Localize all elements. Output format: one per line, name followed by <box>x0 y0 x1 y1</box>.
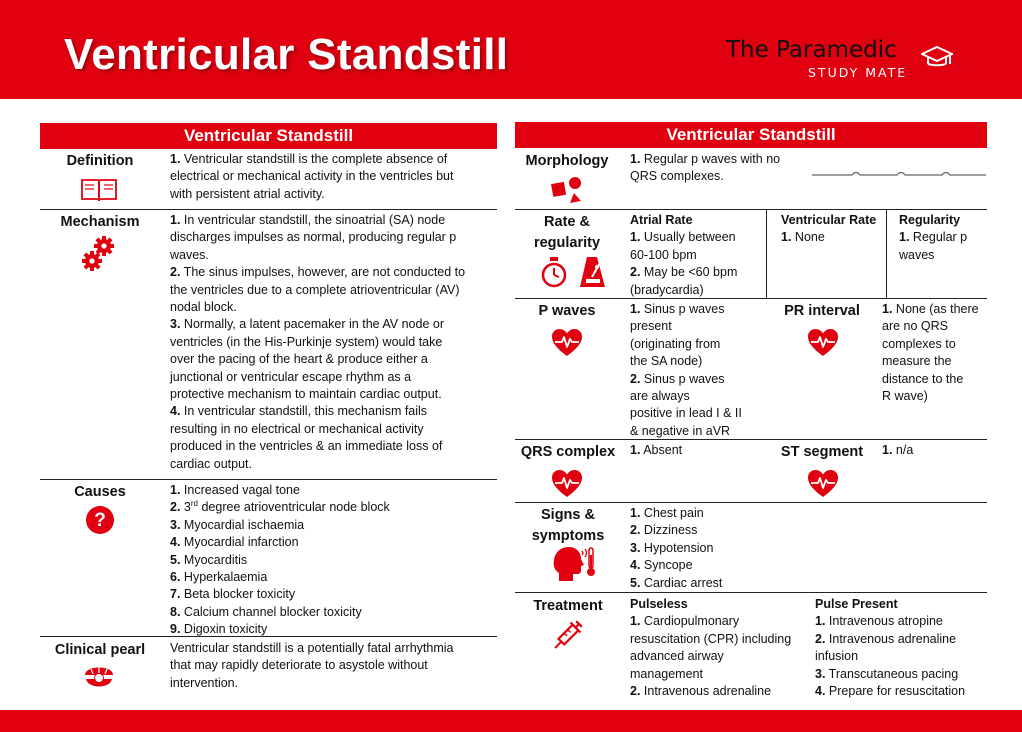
pulseless-line: advanced airway <box>630 649 724 664</box>
atrial-rate <box>630 212 770 299</box>
list-item: 2. 3rd degree atrioventricular node block <box>170 499 390 515</box>
mechanism-line: nodal block. <box>170 300 237 315</box>
pulse-present-title: Pulse Present <box>815 597 898 611</box>
morphology-text <box>630 151 795 186</box>
right-panel-heading: Ventricular Standstill <box>515 122 987 148</box>
list-number: 1. <box>170 213 181 227</box>
list-number: 4. <box>815 684 826 699</box>
logo-text: The Paramedic <box>726 37 897 63</box>
sick-person-icon <box>551 545 597 583</box>
graduation-cap-icon <box>921 45 953 71</box>
oyster-pearl-icon <box>83 663 115 691</box>
mechanism-line: over the pacing of the heart & produce either a <box>170 352 428 367</box>
regularity-title: Regularity <box>899 213 961 227</box>
logo <box>726 37 976 83</box>
pr-interval-line: measure the <box>882 354 952 369</box>
divider <box>40 479 497 480</box>
rate-label-line: regularity <box>533 235 601 251</box>
logo-subtext: STUDY MATE <box>808 65 908 80</box>
list-number: 1. <box>630 614 641 629</box>
list-number: 1. <box>630 506 641 520</box>
list-number: 3. <box>170 317 181 332</box>
list-number: 2. <box>630 523 641 538</box>
pulse-present-line: infusion <box>815 649 859 664</box>
list-item: 1. Increased vagal tone <box>170 483 300 497</box>
list-number: 2. <box>630 265 641 280</box>
pearl-line: Ventricular standstill is a potentially fatal arrhythmia <box>170 641 454 655</box>
shapes-icon <box>549 175 583 205</box>
mechanism-line: junctional or ventricular escape rhythm as a <box>170 369 412 384</box>
list-item: 4. Myocardial infarction <box>170 535 299 550</box>
list-item: 7. Beta blocker toxicity <box>170 587 296 602</box>
list-number: 1. <box>815 614 826 629</box>
st-line: 1. n/a <box>882 443 914 457</box>
pulseless-title: Pulseless <box>630 597 688 611</box>
list-item: 4. Syncope <box>630 558 693 573</box>
list-number: 2. <box>815 631 826 646</box>
mechanism-line: resulting in no electrical or mechanical activity <box>170 421 424 436</box>
causes-list <box>170 482 495 639</box>
heart-pulse-icon <box>551 328 583 357</box>
list-number: 6. <box>170 570 181 585</box>
divider <box>40 636 497 637</box>
list-number: 1. <box>170 483 181 497</box>
heart-pulse-icon <box>551 469 583 498</box>
regularity-line: waves <box>899 247 935 262</box>
list-number: 1. <box>630 230 641 245</box>
question-icon <box>85 505 115 535</box>
list-number: 1. <box>882 443 893 457</box>
p-waves-line: positive in lead I & II <box>630 406 742 421</box>
p-waves-line: 1. Sinus p waves <box>630 302 725 316</box>
mechanism-line: 3. Normally, a latent pacemaker in the AV node or <box>170 317 444 332</box>
st-segment-label: ST segment <box>780 444 864 460</box>
treatment-pulse-present <box>815 596 987 700</box>
mechanism-line: discharges impulses as normal, producing regular p <box>170 230 457 245</box>
st-segment-text <box>882 442 986 459</box>
page-title: Ventricular Standstill <box>64 30 509 79</box>
list-number: 3. <box>170 517 181 532</box>
rate-regularity-label <box>518 212 616 254</box>
morphology-line: QRS complexes. <box>630 169 724 184</box>
pr-interval-line: R wave) <box>882 389 928 404</box>
ventricular-rate-line: 1. None <box>781 230 825 245</box>
pr-interval-line: are no QRS <box>882 319 949 334</box>
p-waves-line: 2. Sinus p waves <box>630 371 725 386</box>
morphology-line: 1. Regular p waves with no <box>630 152 781 166</box>
heart-pulse-icon <box>807 469 839 498</box>
atrial-rate-line: 1. Usually between <box>630 230 736 245</box>
atrial-rate-title: Atrial Rate <box>630 213 693 227</box>
pulse-present-line: 1. Intravenous atropine <box>815 614 943 629</box>
p-waves-line: & negative in aVR <box>630 423 731 438</box>
pr-interval-label: PR interval <box>784 303 860 319</box>
mechanism-label: Mechanism <box>60 214 140 230</box>
list-number: 1. <box>630 443 641 457</box>
mechanism-line: 4. In ventricular standstill, this mechanism fails <box>170 404 428 419</box>
qrs-complex-label: QRS complex <box>520 444 616 460</box>
pearl-line: intervention. <box>170 675 239 690</box>
mechanism-line: 2. The sinus impulses, however, are not conducted to <box>170 265 466 280</box>
list-number: 1. <box>882 302 893 316</box>
list-number: 5. <box>630 575 641 590</box>
treatment-pulseless <box>630 596 810 700</box>
mechanism-line: protective mechanism to maintain cardiac output. <box>170 387 442 402</box>
qrs-complex-text <box>630 442 770 459</box>
pulse-present-line: 4. Prepare for resuscitation <box>815 684 966 699</box>
list-item: 5. Cardiac arrest <box>630 575 723 590</box>
list-number: 2. <box>170 265 181 280</box>
pr-interval-text <box>882 301 986 405</box>
footer-band <box>0 710 1022 732</box>
list-number: 8. <box>170 604 181 619</box>
list-number: 4. <box>170 535 181 550</box>
column-divider <box>766 210 767 298</box>
signs-label-line: symptoms <box>531 528 605 544</box>
list-number: 2. <box>630 371 641 386</box>
list-number: 5. <box>170 552 181 567</box>
mechanism-line: produced in the ventricles & an immediate loss of <box>170 439 443 454</box>
list-number: 1. <box>630 302 641 316</box>
rate-label-line: Rate & <box>544 214 590 230</box>
svg-text:?: ? <box>94 510 106 531</box>
list-number: 1. <box>630 152 641 166</box>
list-item: 3. Myocardial ischaemia <box>170 517 305 532</box>
p-waves-text <box>630 301 770 440</box>
ventricular-rate-title: Ventricular Rate <box>781 213 877 227</box>
list-item: 3. Hypotension <box>630 540 714 555</box>
list-number: 3. <box>815 666 826 681</box>
p-waves-line: (originating from <box>630 336 721 351</box>
metronome-icon <box>579 255 607 289</box>
pulseless-line: resuscitation (CPR) including <box>630 631 792 646</box>
pulseless-line: 2. Intravenous adrenaline <box>630 684 772 699</box>
regularity-line: 1. Regular p <box>899 230 968 245</box>
signs-label-line: Signs & <box>541 507 595 523</box>
list-item: 5. Myocarditis <box>170 552 248 567</box>
list-number: 4. <box>170 404 181 419</box>
list-item: 8. Calcium channel blocker toxicity <box>170 604 362 619</box>
mechanism-line: the ventricles due to a complete atrioventricular (AV) <box>170 282 460 297</box>
column-divider <box>886 210 887 298</box>
definition-label: Definition <box>66 153 134 169</box>
definition-text <box>170 151 495 203</box>
mechanism-line: 1. In ventricular standstill, the sinoatrial (SA) node <box>170 213 446 227</box>
list-item: 1. Chest pain <box>630 506 704 520</box>
mechanism-line: ventricles (in the His-Purkinje system) would take <box>170 334 443 349</box>
list-number: 9. <box>170 622 181 637</box>
pulseless-line: 1. Cardiopulmonary <box>630 614 740 629</box>
definition-line: with persistent atrial activity. <box>170 186 325 201</box>
divider <box>515 502 987 503</box>
mechanism-line: waves. <box>170 247 209 262</box>
divider <box>40 209 497 210</box>
atrial-rate-line: 2. May be <60 bpm <box>630 265 738 280</box>
clinical-pearl-label: Clinical pearl <box>54 642 146 658</box>
list-number: 2. <box>630 684 641 699</box>
pulseless-line: management <box>630 666 703 681</box>
pr-interval-line: complexes to <box>882 336 956 351</box>
atrial-rate-line: 60-100 bpm <box>630 247 697 262</box>
p-waves-line: present <box>630 319 672 334</box>
signs-symptoms-label <box>518 505 618 547</box>
book-icon <box>80 177 118 203</box>
list-number: 3. <box>630 540 641 555</box>
pulse-present-line: 3. Transcutaneous pacing <box>815 666 959 681</box>
divider <box>515 439 987 440</box>
list-number: 1. <box>781 230 792 245</box>
list-number: 1. <box>170 152 181 166</box>
pearl-line: that may rapidly deteriorate to asystole without <box>170 658 428 673</box>
signs-list <box>630 505 800 592</box>
divider <box>515 209 987 210</box>
syringe-icon <box>549 618 585 654</box>
list-item: 9. Digoxin toxicity <box>170 622 268 637</box>
definition-line: electrical or mechanical activity in the ventricles but <box>170 169 454 184</box>
clinical-pearl-text <box>170 640 495 692</box>
pulse-present-line: 2. Intravenous adrenaline <box>815 631 957 646</box>
stopwatch-icon <box>541 257 567 289</box>
pr-interval-line: distance to the <box>882 371 964 386</box>
mechanism-text <box>170 212 495 473</box>
left-panel-heading: Ventricular Standstill <box>40 123 497 149</box>
p-waves-line: are always <box>630 389 690 404</box>
gears-icon <box>82 236 116 272</box>
qrs-line: 1. Absent <box>630 443 683 457</box>
divider <box>515 592 987 593</box>
divider <box>515 298 987 299</box>
list-number: 4. <box>630 558 641 573</box>
atrial-rate-line: (bradycardia) <box>630 282 704 297</box>
heart-pulse-icon <box>807 328 839 357</box>
morphology-label: Morphology <box>525 153 609 169</box>
list-number: 1. <box>899 230 910 245</box>
list-item: 2. Dizziness <box>630 523 698 538</box>
list-number: 7. <box>170 587 181 602</box>
treatment-label: Treatment <box>533 598 603 614</box>
ventricular-rate <box>781 212 886 247</box>
p-waves-label: P waves <box>538 303 596 319</box>
causes-label: Causes <box>74 484 126 500</box>
pr-interval-line: 1. None (as there <box>882 302 979 316</box>
p-waves-line: the SA node) <box>630 354 703 369</box>
ecg-strip-icon <box>812 166 986 182</box>
mechanism-line: cardiac output. <box>170 456 252 471</box>
regularity <box>899 212 985 264</box>
definition-line: 1. Ventricular standstill is the complete absence of <box>170 152 448 166</box>
list-item: 6. Hyperkalaemia <box>170 570 268 585</box>
